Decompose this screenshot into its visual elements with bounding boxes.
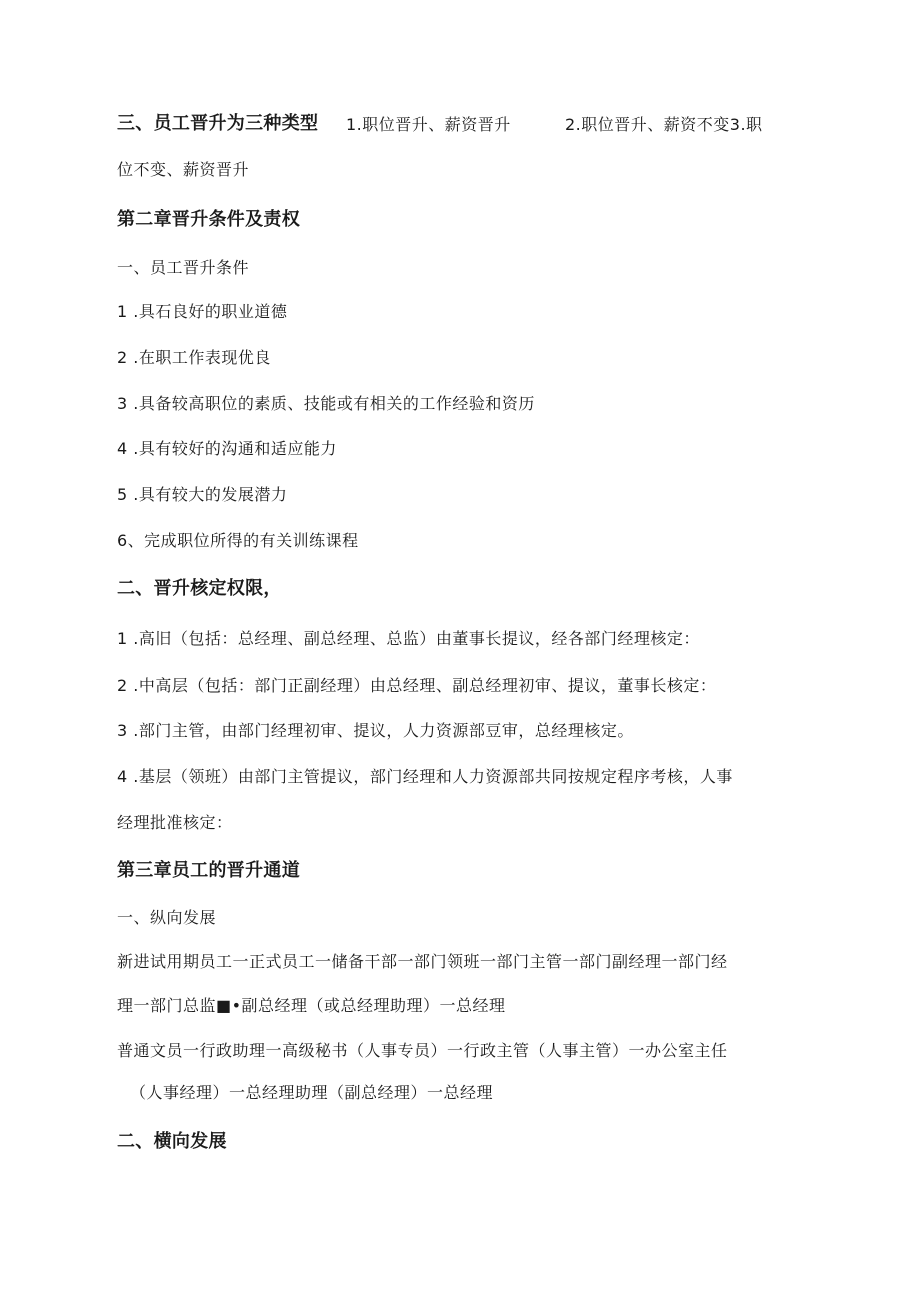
chapter3-title: 第三章员工的晋升通道 xyxy=(117,860,300,881)
authority-item: 4 .基层（领班）由部门主管提议，部门经理和人力资源部共同按规定程序考核，人事 xyxy=(117,767,733,786)
authority-item: 1 .高旧（包括：总经理、副总经理、总监）由董事长提议，经各部门经理核定： xyxy=(117,629,700,648)
authority-continuation: 经理批准核定： xyxy=(117,813,233,832)
section3-item-2: 2.职位晋升、薪资不变3.职 xyxy=(565,115,763,134)
authority-heading: 二、晋升核定权限， xyxy=(117,578,282,599)
authority-item: 3 .部门主管，由部门经理初审、提议，人力资源部豆审，总经理核定。 xyxy=(117,721,634,740)
condition-item: 6、完成职位所得的有关训练课程 xyxy=(117,531,359,550)
vertical-path-line: 新进试用期员工一正式员工一储备干部一部门领班一部门主管一部门副经理一部门经 xyxy=(117,952,728,971)
chapter2-title: 第二章晋升条件及责权 xyxy=(117,209,300,230)
condition-item: 5 .具有较大的发展潜力 xyxy=(117,485,288,504)
condition-item: 4 .具有较好的沟通和适应能力 xyxy=(117,439,337,458)
section3-continuation: 位不变、薪资晋升 xyxy=(117,160,250,179)
vertical-path-line: （人事经理）一总经理助理（副总经理）一总经理 xyxy=(130,1083,494,1102)
vertical-path-line: 普通文员一行政助理一高级秘书（人事专员）一行政主管（人事主管）一办公室主任 xyxy=(117,1041,728,1060)
vertical-heading: 一、纵向发展 xyxy=(117,908,217,927)
authority-item: 2 .中高层（包括：部门正副经理）由总经理、副总经理初审、提议，董事长核定： xyxy=(117,676,717,695)
section3-item-1: 1.职位晋升、薪资晋升 xyxy=(346,115,511,134)
vertical-path-line: 理一部门总监■•副总经理（或总经理助理）一总经理 xyxy=(117,996,506,1015)
condition-item: 1 .具石良好的职业道德 xyxy=(117,302,288,321)
condition-item: 3 .具备较高职位的素质、技能或有相关的工作经验和资历 xyxy=(117,394,535,413)
section3-heading: 三、员工晋升为三种类型 xyxy=(117,113,319,134)
condition-item: 2 .在职工作表现优良 xyxy=(117,348,271,367)
conditions-heading: 一、员工晋升条件 xyxy=(117,258,250,277)
horizontal-heading: 二、横向发展 xyxy=(117,1131,227,1152)
